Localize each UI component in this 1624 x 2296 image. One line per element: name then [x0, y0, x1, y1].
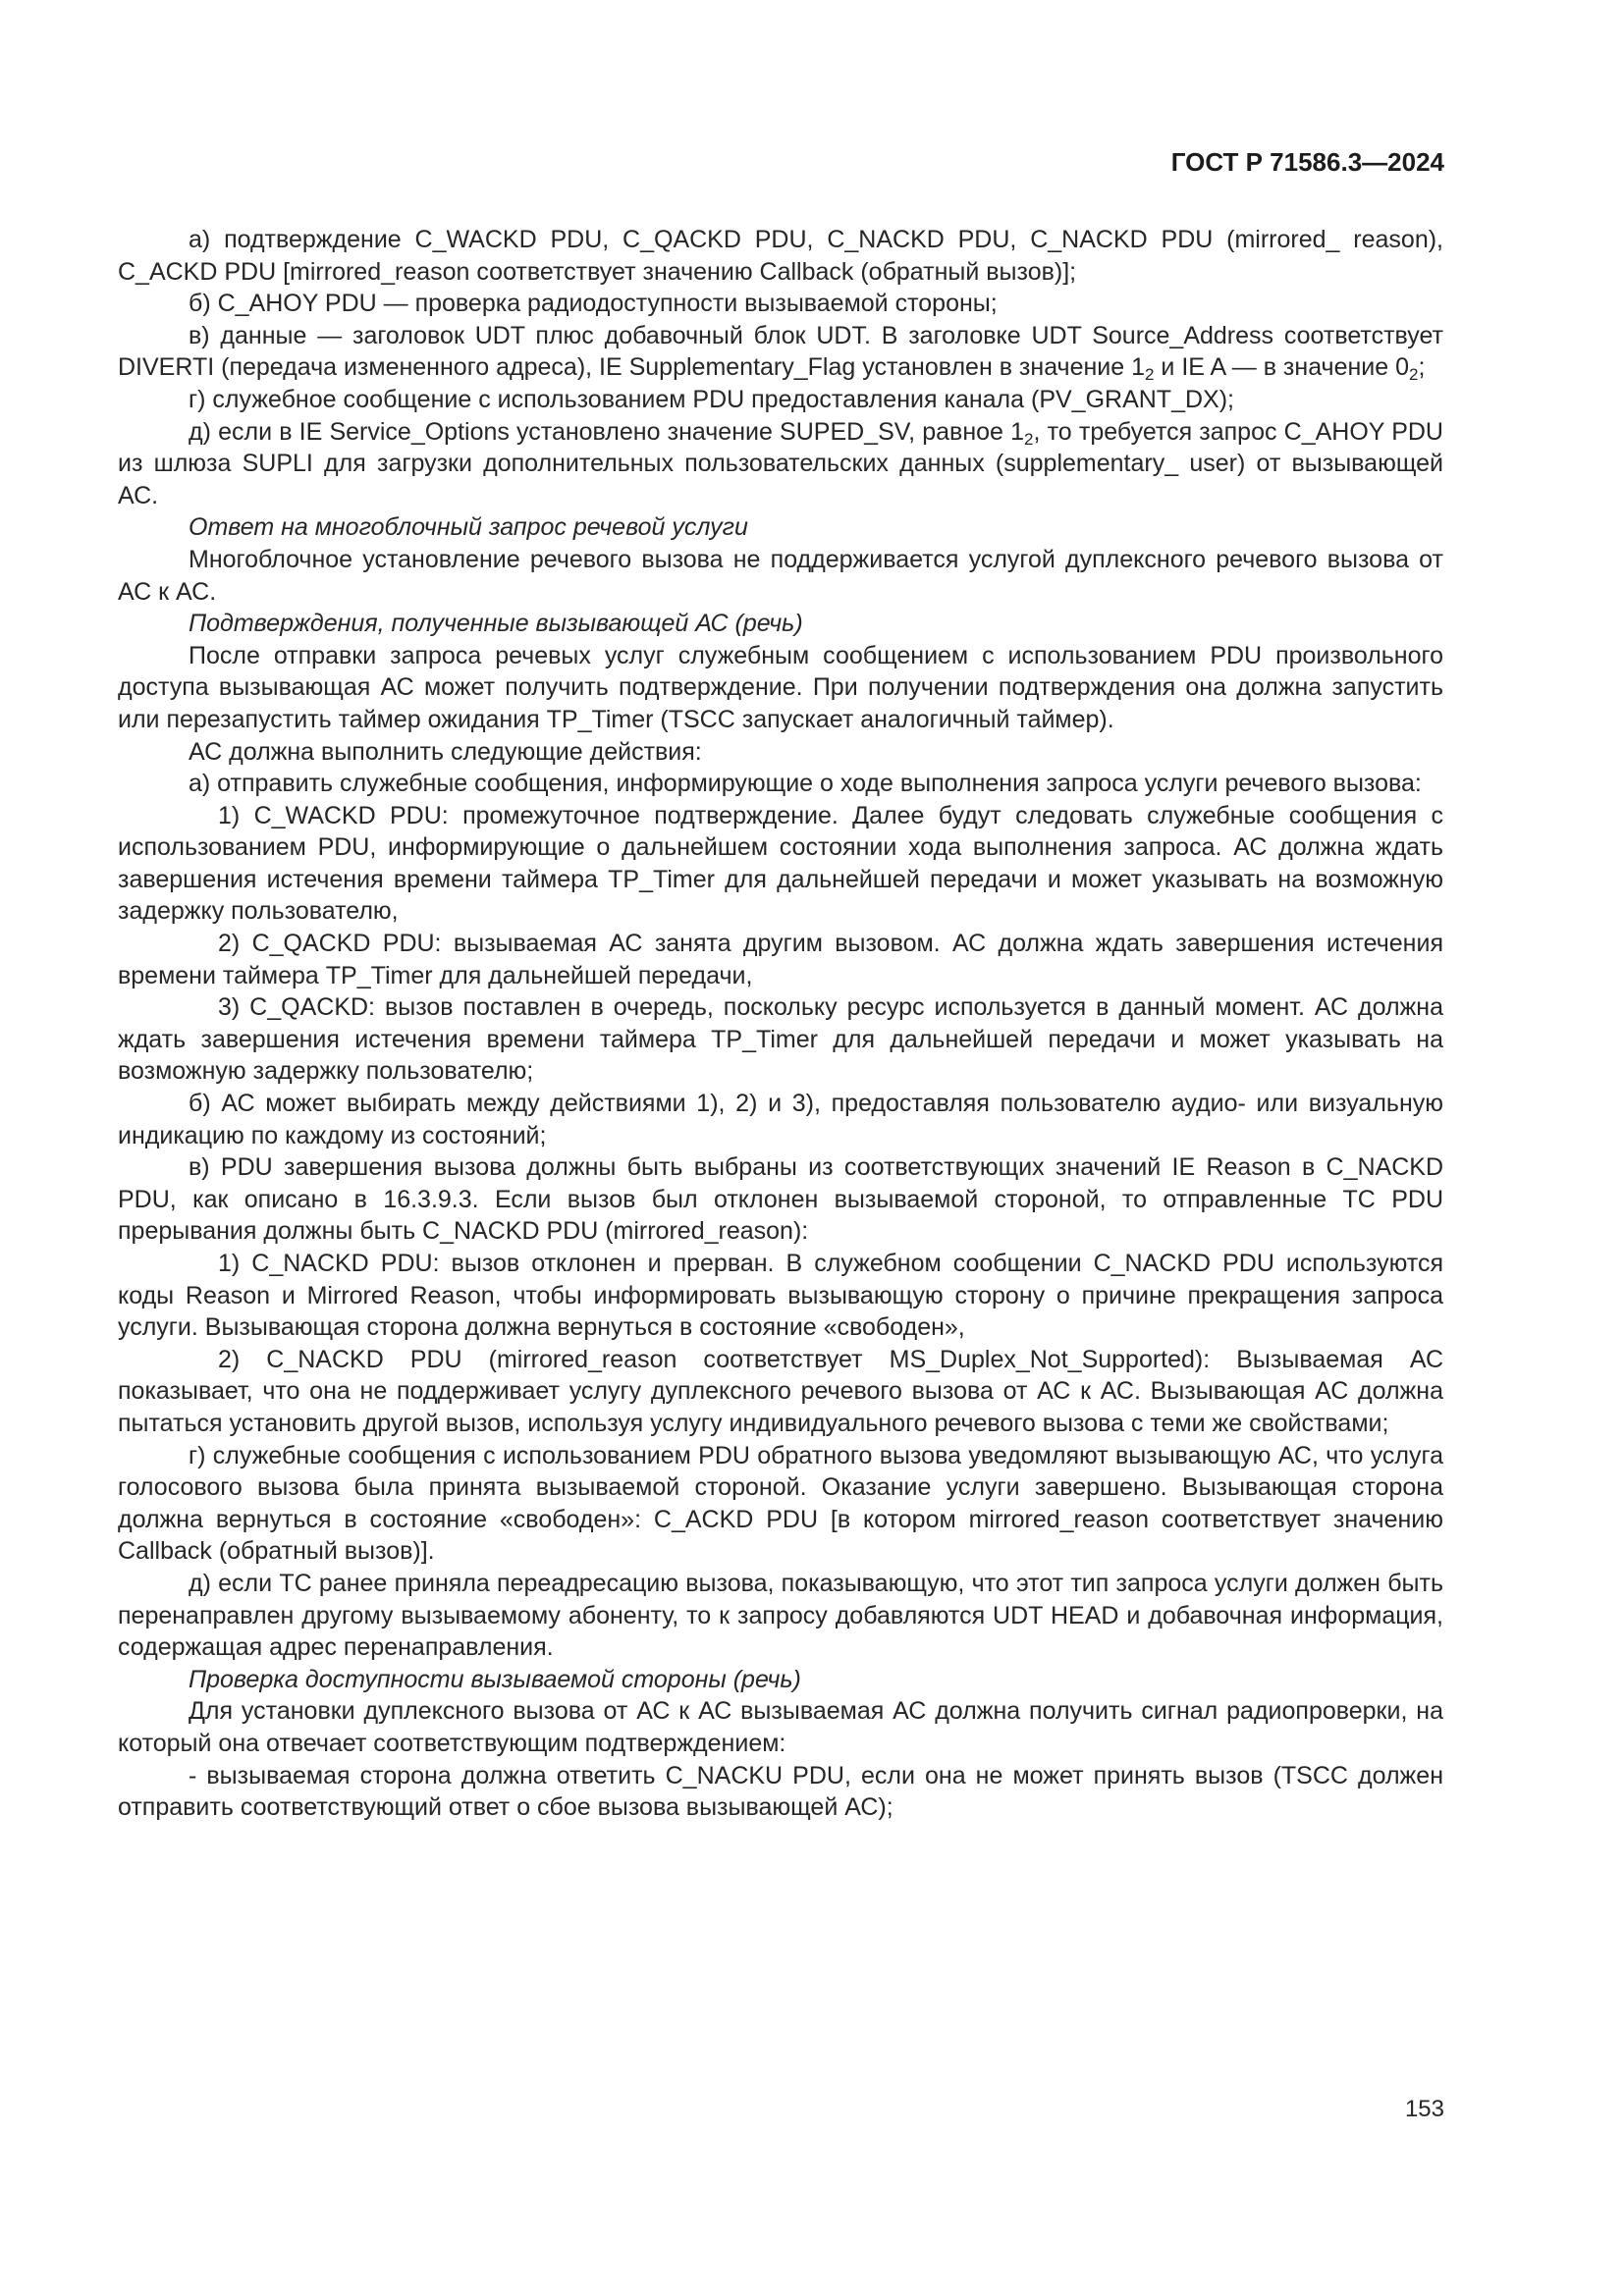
paragraph: [118, 416, 1443, 512]
paragraph: После отправки запроса речевых услуг служебным сообщением с использованием PDU произвольного доступа вызывающая АС может получить подтверждение. При получении подтверждения она должна запустить или перезапустить таймер ожидания TP_Timer (TSCC запускает аналогичный таймер).: [118, 641, 1443, 733]
subscript: 2: [1409, 365, 1419, 385]
text-run: д) если в IE Service_Options установлено значение SUPED_SV, равное 1: [189, 417, 1025, 446]
list-item: - вызываемая сторона должна ответить C_NACKU PDU, если она не может принять вызов (TSCC должен отправить соответствующий ответ о сбое вызова вызывающей АС);: [118, 1761, 1443, 1822]
body-text: [118, 224, 1443, 1824]
section-heading: Проверка доступности вызываемой стороны (речь): [189, 1665, 801, 1693]
paragraph: АС должна выполнить следующие действия:: [189, 737, 702, 766]
paragraph: д) если ТС ранее приняла переадресацию вызова, показывающую, что этот тип запроса услуги должен быть перенаправлен другому вызываемому абоненту, то к запросу добавляются UDT HEAD и добавочная информация, содержащая адрес перенаправления.: [118, 1569, 1443, 1662]
list-item: 1) C_NACKD PDU: вызов отклонен и прерван. В служебном сообщении C_NACKD PDU используются коды Reason и Mirrored Reason, чтобы информировать вызывающую сторону о причине прекращения запроса услуги. Вызывающая сторона должна вернуться в состояние «свободен»,: [118, 1250, 1443, 1342]
list-item: 2) C_QACKD PDU: вызываемая АС занята другим вызовом. АС должна ждать завершения истечения времени таймера TP_Timer для дальнейшей передачи,: [118, 930, 1443, 989]
paragraph: а) отправить служебные сообщения, информирующие о ходе выполнения запроса услуги речевого вызова:: [189, 770, 1422, 798]
page-number: 153: [1404, 2096, 1444, 2122]
paragraph: б) АС может выбирать между действиями 1), 2) и 3), предоставляя пользователю аудио- или визуальную индикацию по каждому из состояний;: [118, 1090, 1443, 1149]
list-item: 2) C_NACKD PDU (mirrored_reason соответствует MS_Duplex_Not_Supported): Вызываемая АС показывает, что она не поддерживает услугу дуплексного речевого вызова от АС к АС. Вызывающая АС должна пытаться установить другой вызов, используя услугу индивидуального речевого вызова с теми же свойствами;: [118, 1345, 1443, 1437]
paragraph: в) PDU завершения вызова должны быть выбраны из соответствующих значений IE Reason в C_NACKD PDU, как описано в 16.3.9.3. Если вызов был отклонен вызываемой стороной, то отправленные ТС PDU прерывания должны быть C_NACKD PDU (mirrored_reason):: [118, 1153, 1443, 1246]
text-run: ;: [1418, 353, 1426, 382]
text-run: в) данные — заголовок UDT плюс добавочный блок UDT. В заголовке UDT Source_Address соответствует DIVERTI (передача измененного адреса), IE Supplementary_Flag установлен в значение 1: [118, 321, 1443, 382]
section-heading: Подтверждения, полученные вызывающей АС (речь): [189, 610, 803, 638]
paragraph: [118, 320, 1443, 384]
text-run: и IE A — в значение 0: [1154, 353, 1410, 382]
list-item: 3) C_QACKD: вызов поставлен в очередь, поскольку ресурс используется в данный момент. АС должна ждать завершения истечения времени таймера TP_Timer для дальнейшей передачи и может указывать на возможную задержку пользователю;: [118, 993, 1443, 1086]
paragraph: Для установки дуплексного вызова от АС к АС вызываемая АС должна получить сигнал радиопроверки, на который она отвечает соответствующим подтверждением:: [118, 1697, 1443, 1757]
standard-designation: ГОСТ Р 71586.3—2024: [1170, 147, 1444, 177]
paragraph: Многоблочное установление речевого вызова не поддерживается услугой дуплексного речевого вызова от АС к АС.: [118, 545, 1443, 606]
paragraph: а) подтверждение C_WACKD PDU, C_QACKD PDU, C_NACKD PDU, C_NACKD PDU (mirrored_ reason), C_ACKD PDU [mirrored_reason соответствует значению Callback (обратный вызов)];: [118, 226, 1443, 286]
list-item: 1) C_WACKD PDU: промежуточное подтверждение. Далее будут следовать служебные сообщения с использованием PDU, информирующие о дальнейшем состоянии хода выполнения запроса. АС должна ждать завершения истечения времени таймера TP_Timer для дальнейшей передачи и может указывать на возможную задержку пользователю,: [118, 801, 1443, 926]
paragraph: г) служебное сообщение с использованием PDU предоставления канала (PV_GRANT_DX);: [189, 385, 1234, 413]
section-heading: Ответ на многоблочный запрос речевой услуги: [189, 513, 748, 542]
subscript: 2: [1024, 429, 1034, 449]
text-run: , то требуется запрос C_AHOY PDU из шлюза SUPLI для загрузки дополнительных пользовательских данных (supplementary_ user) от вызывающей АС.: [118, 417, 1443, 509]
paragraph: б) C_AHOY PDU — проверка радиодоступности вызываемой стороны;: [189, 290, 998, 318]
paragraph: г) служебные сообщения с использованием PDU обратного вызова уведомляют вызывающую АС, что услуга голосового вызова была принята вызываемой стороной. Оказание услуги завершено. Вызывающая сторона должна вернуться в состояние «свободен»: C_ACKD PDU [в котором mirrored_reason соответствует значению Callback (обратный вызов)].: [118, 1441, 1443, 1566]
subscript: 2: [1145, 365, 1155, 385]
